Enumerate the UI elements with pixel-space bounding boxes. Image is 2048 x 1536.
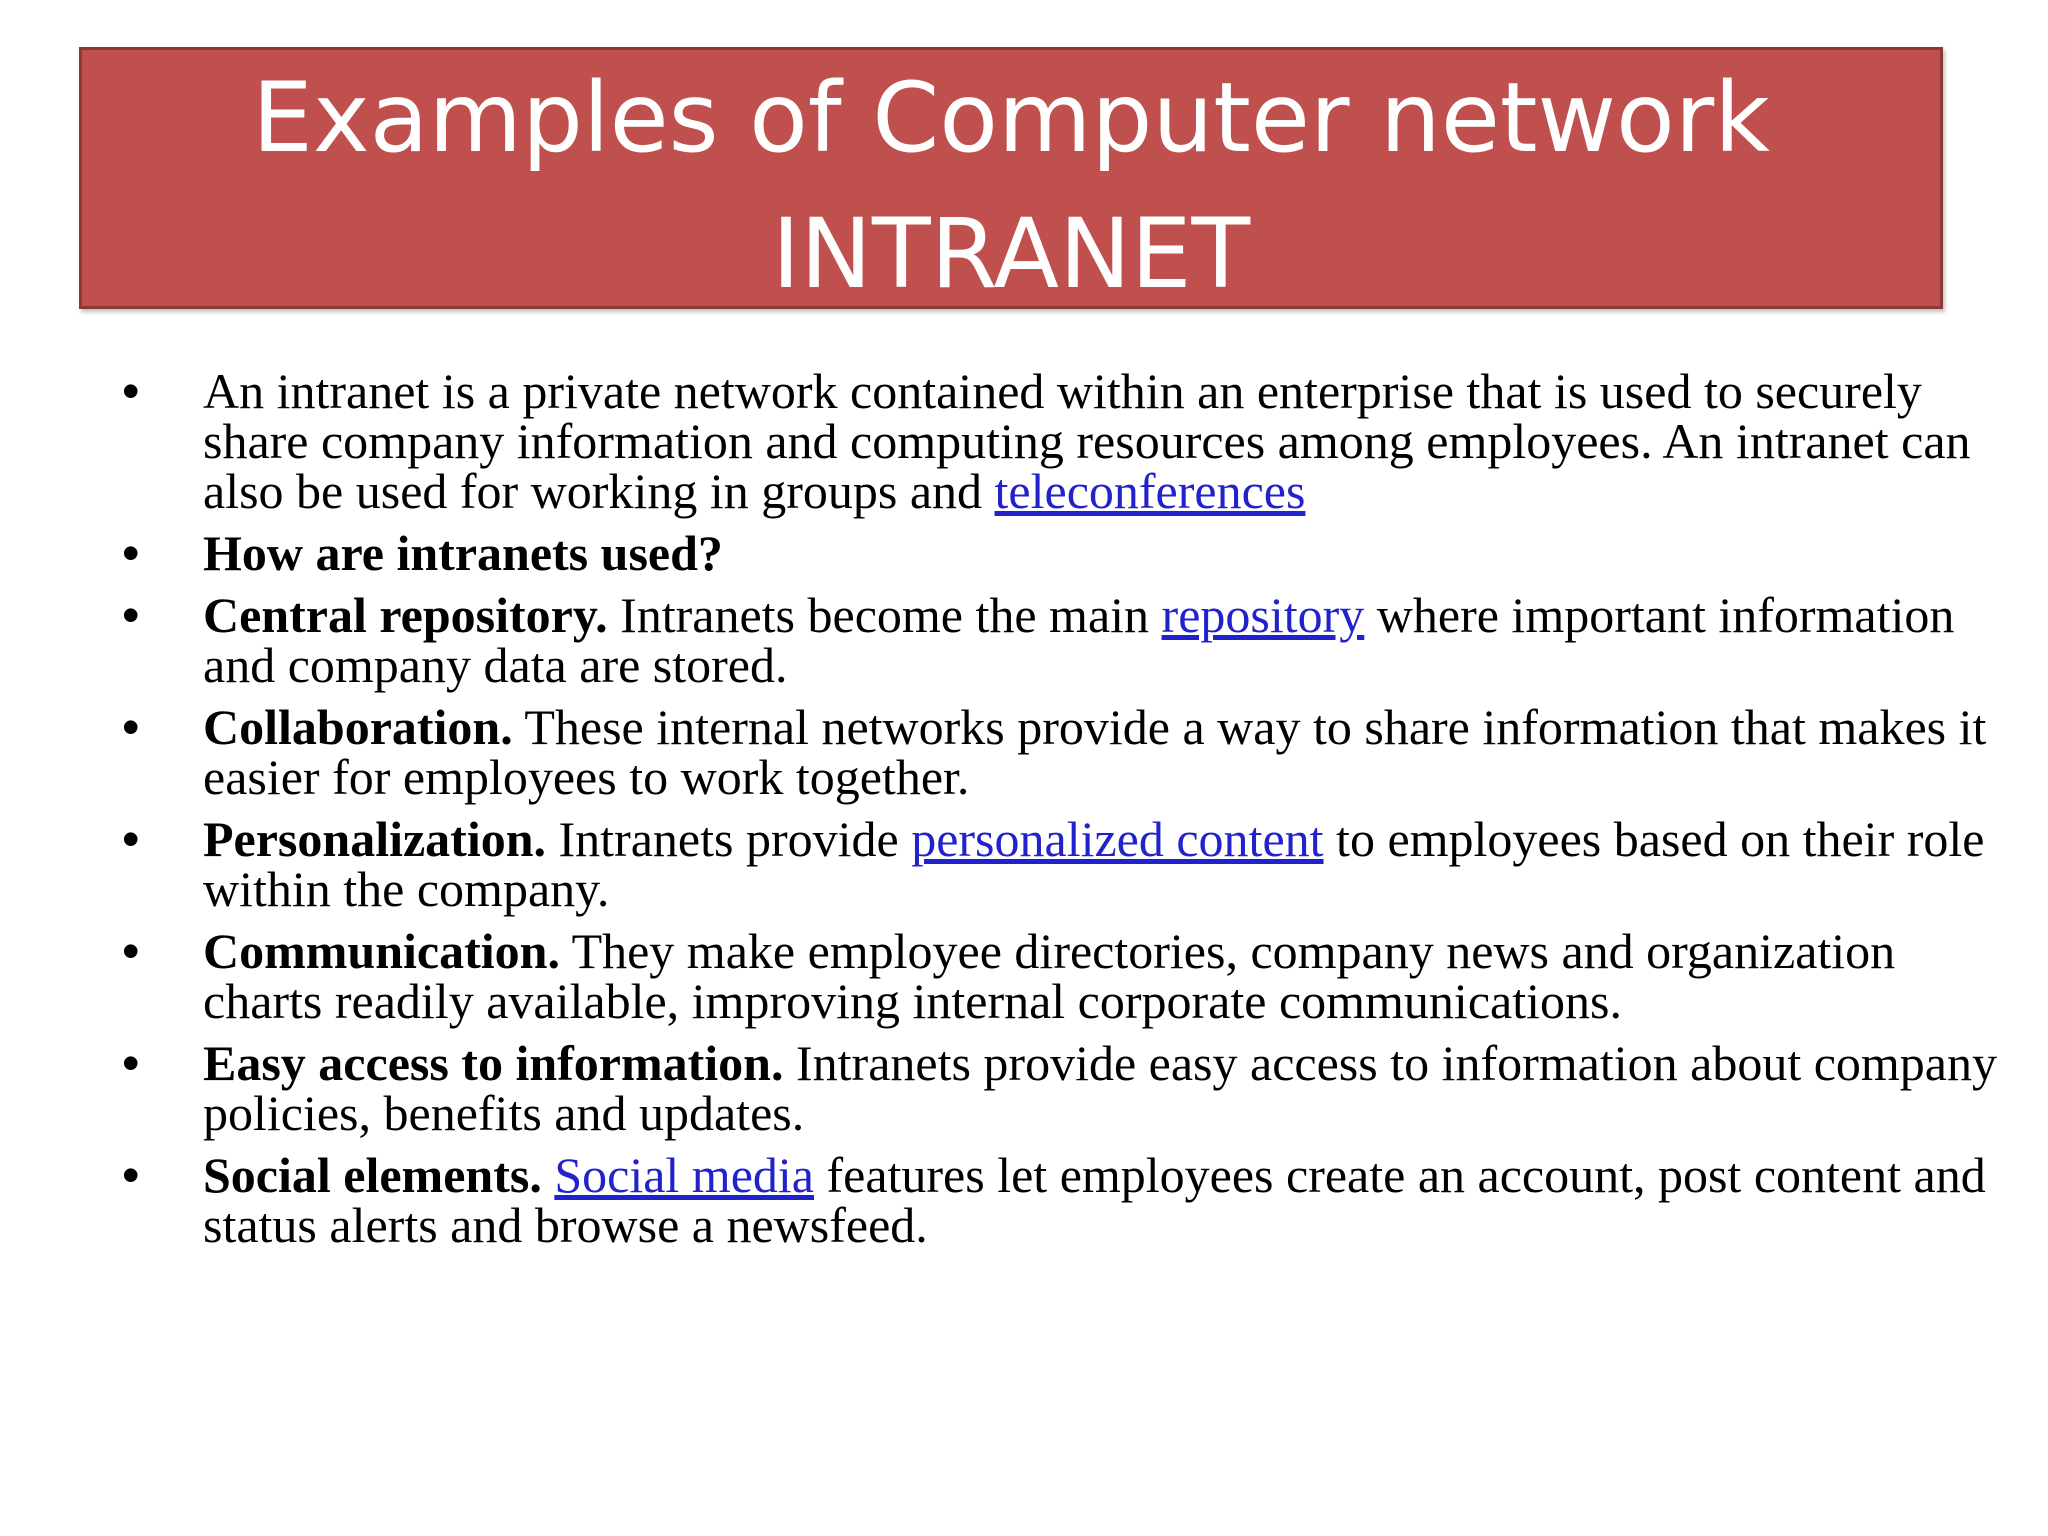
bullet-lead: Personalization. (203, 811, 547, 867)
list-item (120, 363, 2000, 519)
bullet-lead: How are intranets used? (203, 525, 723, 581)
social-media-link[interactable]: Social media (554, 1147, 814, 1203)
bullet-lead: Collaboration. (203, 699, 513, 755)
bullet-icon: • (122, 587, 140, 643)
bullet-text: Intranets provide (546, 811, 912, 867)
list-item (120, 587, 2000, 693)
bullet-text-after: to employees based on their role within the company. (203, 811, 1985, 917)
list-item (120, 1035, 2000, 1141)
personalized-content-link[interactable]: personalized content (911, 811, 1324, 867)
bullet-icon: • (122, 923, 140, 979)
list-item (120, 699, 2000, 805)
bullet-lead: Communication. (203, 923, 560, 979)
bullet-icon: • (122, 811, 140, 867)
bullet-text-after: where important information and company data are stored. (203, 587, 1955, 693)
bullet-text (542, 1147, 555, 1203)
slide-title-line-1: Examples of Computer network (252, 62, 1770, 174)
bullet-list (120, 363, 2000, 1262)
bullet-lead: Social elements. (203, 1147, 542, 1203)
list-item (120, 923, 2000, 1029)
slide-title-box (79, 47, 1943, 309)
bullet-text: They make employee directories, company news and organization charts readily available, improving internal corporate communications. (203, 923, 1896, 1029)
bullet-text: Intranets provide easy access to information about company policies, benefits and updates. (203, 1035, 1998, 1141)
bullet-icon: • (122, 363, 140, 419)
bullet-text: These internal networks provide a way to share information that makes it easier for employees to work together. (203, 699, 1987, 805)
bullet-icon: • (122, 525, 140, 581)
bullet-icon: • (122, 1035, 140, 1091)
bullet-icon: • (122, 699, 140, 755)
repository-link[interactable]: repository (1161, 587, 1365, 643)
bullet-icon: • (122, 1147, 140, 1203)
teleconferences-link[interactable]: teleconferences (994, 463, 1306, 519)
bullet-text-after: features let employees create an account, post content and status alerts and browse a newsfeed. (203, 1147, 1986, 1253)
slide-title-line-2: INTRANET (771, 198, 1251, 310)
bullet-lead: Easy access to information. (203, 1035, 784, 1091)
bullet-text: Intranets become the main (607, 587, 1162, 643)
bullet-lead: Central repository. (203, 587, 608, 643)
list-item (120, 525, 2000, 581)
list-item (120, 1147, 2000, 1253)
bullet-text: An intranet is a private network contained within an enterprise that is used to securely share company information and computing resources among employees. An intranet can also be used for working in groups and (203, 363, 1971, 519)
list-item (120, 811, 2000, 917)
